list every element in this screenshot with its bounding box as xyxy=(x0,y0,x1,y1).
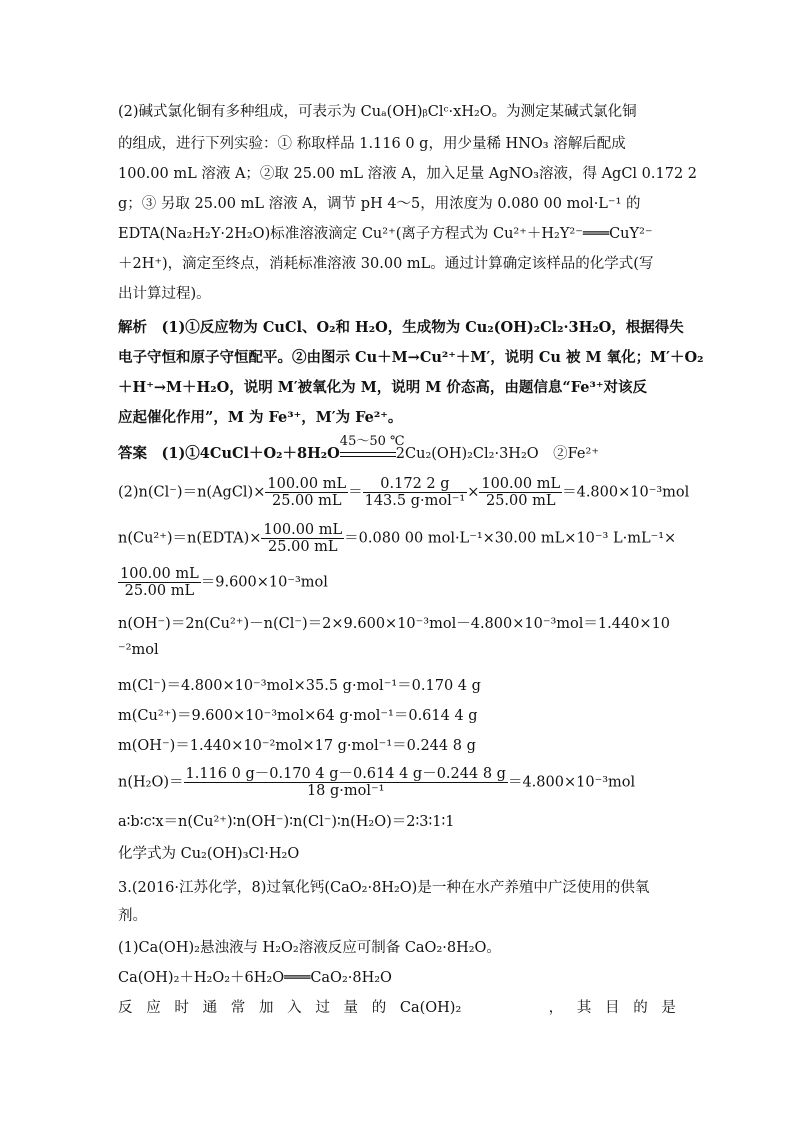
calc-row-cl xyxy=(118,476,698,509)
calc-text: ＝4.800×10⁻³mol xyxy=(507,774,636,791)
calc-row-formula: 化学式为 Cu₂(OH)₃Cl·H₂O xyxy=(118,846,300,862)
fraction: $\frac{100.00 mL}{25.00 mL}$ xyxy=(120,566,199,599)
calc-text: ＝ xyxy=(348,484,363,501)
calc-row-oh-cont: ⁻²mol xyxy=(118,642,159,658)
question-2-line-2: 的组成，进行下列实验：① 称取样品 1.116 0 g，用少量稀 HNO₃ 溶解后配成 xyxy=(118,136,626,152)
calc-text: ＝9.600×10⁻³mol xyxy=(200,574,328,591)
analysis-line-1: 解析 (1)①反应物为 CuCl、O₂和 H₂O，生成物为 Cu₂(OH)₂Cl₂·3H₂O，根据得失 xyxy=(118,319,684,336)
calc-text: (2)n(Cl⁻)＝n(AgCl)× xyxy=(118,484,266,501)
calc-row-ratio: a∶b∶c∶x＝n(Cu²⁺)∶n(OH⁻)∶n(Cl⁻)∶n(H₂O)＝2∶3∶1∶1 xyxy=(118,814,455,830)
fraction: $\frac{100.00 mL}{25.00 mL}$ xyxy=(267,476,347,509)
answer-part-1-right: 2Cu₂(OH)₂Cl₂·3H₂O ②Fe²⁺ xyxy=(395,446,599,462)
fraction: $\frac{0.172 2 g}{\text{143.5 g·mol⁻¹}}$ xyxy=(364,476,466,509)
question-2-line-5: EDTA(Na₂H₂Y·2H₂O)标准溶液滴定 Cu²⁺(离子方程式为 Cu²⁺＋H₂Y²⁻═══CuY²⁻ xyxy=(118,226,653,242)
answer-line-1 xyxy=(118,434,698,463)
question-2-line-1: (2)碱式氯化铜有多种组成，可表示为 Cuₐ(OH)ᵦClᶜ·xH₂O。为测定某碱式氯化铜 xyxy=(118,104,637,120)
analysis-line-3: ＋H⁺→M＋H₂O，说明 M′被氧化为 M，说明 M 价态高，由题信息“Fe³⁺对该反 xyxy=(118,379,647,396)
calc-row-mass-oh: m(OH⁻)＝1.440×10⁻²mol×17 g·mol⁻¹＝0.244 8 g xyxy=(118,738,476,754)
calc-text: n(H₂O)＝ xyxy=(118,774,184,791)
fraction: $\frac{100.00 mL}{25.00 mL}$ xyxy=(481,476,561,509)
calc-row-mass-cl: m(Cl⁻)＝4.800×10⁻³mol×35.5 g·mol⁻¹＝0.170 4 g xyxy=(118,678,481,694)
fraction: $\frac{100.00 mL}{25.00 mL}$ xyxy=(263,522,343,555)
question-3-line-1: 3.(2016·江苏化学，8)过氧化钙(CaO₂·8H₂O)是一种在水产养殖中广泛使用的供氧 xyxy=(118,880,650,896)
question-2-line-4: g；③ 另取 25.00 mL 溶液 A，调节 pH 4～5，用浓度为 0.080 00 mol·L⁻¹ 的 xyxy=(118,196,641,212)
question-2-line-6: ＋2H⁺)，滴定至终点，消耗标准溶液 30.00 mL。通过计算确定该样品的化学式(写 xyxy=(118,256,654,272)
answer-part-1-left: 答案 (1)①4CuCl＋O₂＋8H₂O xyxy=(118,445,340,462)
question-3-line-4: Ca(OH)₂＋H₂O₂＋6H₂O═══CaO₂·8H₂O xyxy=(118,970,392,986)
calc-text: n(Cu²⁺)＝n(EDTA)× xyxy=(118,530,262,547)
reaction-condition-text: 45～50 ℃ xyxy=(339,434,405,449)
calc-row-cu xyxy=(118,522,698,555)
calc-text: ＝0.080 00 mol·L⁻¹×30.00 mL×10⁻³ L·mL⁻¹× xyxy=(344,530,677,547)
question-2-line-7: 出计算过程)。 xyxy=(118,286,211,302)
calc-text: ＝4.800×10⁻³mol xyxy=(562,484,690,501)
question-3-line-5: 反 应 时 通 常 加 入 过 量 的 Ca(OH)₂ ， 其 目 的 是 xyxy=(118,1000,676,1016)
calc-row-mass-cu: m(Cu²⁺)＝9.600×10⁻³mol×64 g·mol⁻¹＝0.614 4 g xyxy=(118,708,478,724)
reaction-condition xyxy=(339,434,405,462)
calc-text: × xyxy=(467,484,480,501)
question-2-line-3: 100.00 mL 溶液 A；②取 25.00 mL 溶液 A，加入足量 AgNO₃溶液，得 AgCl 0.172 2 xyxy=(118,166,698,182)
answer-blank[interactable] xyxy=(475,998,535,1018)
analysis-line-4: 应起催化作用”，M 为 Fe³⁺，M′为 Fe²⁺。 xyxy=(118,409,403,426)
fraction: $\frac{1.116 0 g-0.170 4 g-0.614 4 g-0.244 8 g}{\text{18 g·mol⁻¹}}$ xyxy=(185,766,506,799)
calc-row-oh: n(OH⁻)＝2n(Cu²⁺)－n(Cl⁻)＝2×9.600×10⁻³mol－4.800×10⁻³mol＝1.440×10 xyxy=(118,616,671,632)
calc-row-water xyxy=(118,766,698,799)
question-3-line-2: 剂。 xyxy=(118,908,147,924)
question-3-line-3: (1)Ca(OH)₂悬浊液与 H₂O₂溶液反应可制备 CaO₂·8H₂O。 xyxy=(118,940,501,956)
analysis-line-2: 电子守恒和原子守恒配平。②由图示 Cu＋M→Cu²⁺＋M′，说明 Cu 被 M 氧化；M′＋O₂ xyxy=(118,349,704,366)
calc-row-cu-cont xyxy=(118,566,698,599)
